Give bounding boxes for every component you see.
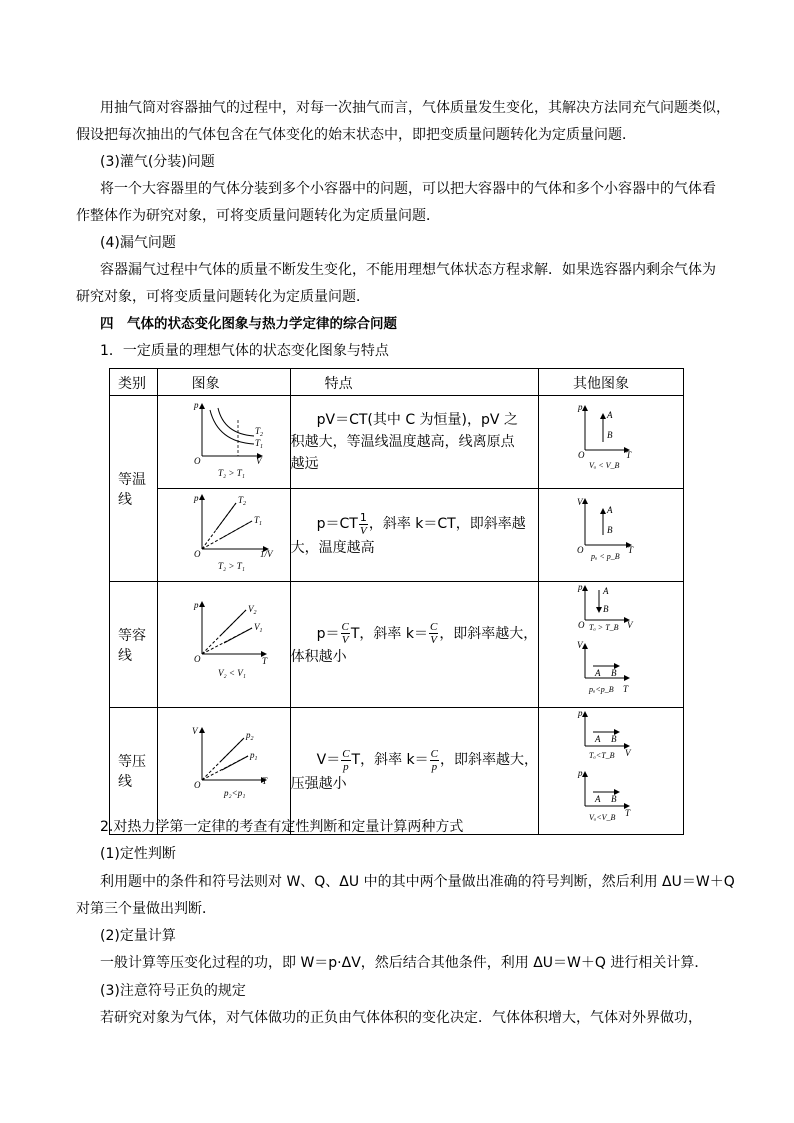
table-row — [110, 708, 684, 835]
isotherm-pv-svg — [158, 396, 290, 484]
feat1-line3: 越远 — [290, 456, 319, 472]
item1-heading: 1．一定质量的理想气体的状态变化图象与特点 — [100, 343, 389, 359]
a-label-2: A — [595, 794, 601, 804]
t2-label: $T_2$ — [254, 426, 263, 438]
t1-label: $T_1$ — [254, 438, 263, 450]
feature-isotherm-pinvv — [290, 489, 538, 582]
other-vT-svg — [539, 489, 683, 577]
fraction-c-over-p-2 — [430, 748, 439, 773]
table-row — [110, 396, 684, 489]
sub1-line1: 利用题中的条件和符号法则对 W、Q、ΔU 中的其中两个量做出准确的符号判断，然后利用 ΔU＝W＋Q — [100, 874, 735, 890]
caption-p2-p1: p₂<p₁ — [223, 788, 245, 798]
b-label: B — [607, 525, 613, 535]
feat4-line2: 压强越小 — [290, 775, 347, 792]
para1-line2: 假设把每次抽出的气体包含在气体变化的始末状态中，即把变质量问题转化为定质量问题． — [76, 127, 636, 143]
row-label-isochoric: 等容线 — [110, 582, 158, 708]
isochoric-svg — [158, 582, 290, 703]
feat3-slope: T，斜率 k＝ — [350, 625, 428, 642]
isotherm-curve-t2 — [218, 408, 254, 436]
section3-line1: 将一个大容器里的气体分装到多个小容器中的问题，可以把大容器中的气体和多个小容器中的气体看 — [100, 181, 716, 197]
line-v1 — [224, 628, 252, 643]
feat2-prefix: p＝CT — [316, 516, 358, 532]
frac-num: 1 — [359, 510, 367, 524]
sub2-line1: 一般计算等压变化过程的功，即 W＝p·ΔV，然后结合其他条件，利用 ΔU＝W＋Q 进行相关计算． — [100, 955, 709, 971]
a-label: A — [607, 505, 613, 515]
sub3-title: (3)注意符号正负的规定 — [100, 983, 246, 999]
sub2-title: (2)定量计算 — [100, 928, 176, 944]
section3-line2: 作整体作为研究对象，可将变质量问题转化为定质量问题． — [76, 208, 440, 224]
header-category: 类别 — [118, 376, 146, 392]
origin-label: O — [193, 456, 201, 466]
invv-label: 1/V — [259, 549, 273, 559]
line-v2 — [220, 610, 246, 636]
row-label-isobaric: 等压线 — [110, 708, 158, 835]
line-t2 — [216, 503, 236, 530]
p-label: p — [193, 600, 199, 610]
a-label: A — [595, 734, 601, 744]
state-graph-table — [109, 368, 684, 835]
caption-t2-t1: T₂ > T₁ — [217, 561, 245, 571]
feat3-line2: 体积越小 — [290, 649, 347, 665]
feature-isotherm-pv — [290, 396, 538, 489]
b-label: B — [603, 604, 609, 614]
feat2-suffix: ，斜率 k＝CT，即斜率越 — [368, 516, 526, 532]
graph-isochoric — [157, 582, 290, 708]
t1-label: $T_1$ — [253, 515, 262, 527]
b-label-2: B — [611, 668, 617, 678]
section4-title: (4)漏气问题 — [100, 235, 176, 251]
t-label-2: T — [623, 684, 629, 694]
other-isobaric-svg — [539, 708, 683, 830]
line-p1 — [222, 756, 248, 770]
t-label: T — [261, 656, 267, 666]
row-label-isothermal: 等温线 — [110, 396, 158, 582]
item2-heading: 2.对热力学第一定律的考查有定性判断和定量计算两种方式 — [100, 819, 464, 835]
fraction-c-over-v-2 — [429, 621, 438, 646]
header-other-graphs: 其他图象 — [573, 376, 629, 392]
feat4-v-eq: V＝ — [316, 752, 341, 768]
origin-label: O — [193, 780, 201, 790]
caption-v2-v1: V₂ < V₁ — [217, 668, 246, 678]
origin-label: O — [193, 549, 201, 559]
v1-label: $V_1$ — [253, 622, 263, 634]
a-label: A — [603, 586, 609, 596]
line-p2 — [220, 738, 244, 762]
caption-ta-tb: Tₐ > T_B — [589, 623, 619, 632]
frac-den: V — [341, 634, 349, 646]
frac-num: C — [429, 621, 438, 633]
caption-t2-t1: T₂ > T₁ — [217, 468, 245, 478]
section4-line1: 容器漏气过程中气体的质量不断发生变化，不能用理想气体状态方程求解．如果选容器内剩余气体为 — [100, 262, 716, 278]
feat1-line2: 积越大，等温线温度越高，线离原点 — [290, 434, 515, 450]
origin-label: O — [578, 450, 585, 460]
feat3-p-eq: p＝ — [316, 625, 340, 642]
frac-num: C — [430, 747, 438, 760]
feat4-suffix: ，即斜率越大， — [440, 752, 538, 768]
caption-va-vb: Vₐ<V_B — [589, 813, 616, 822]
graph-isobaric — [157, 708, 290, 835]
graph-isotherm-p-invV — [157, 489, 290, 582]
para1-line1: 用抽气筒对容器抽气的过程中，对每一次抽气而言，气体质量发生变化，其解决方法同充气问题类似， — [100, 100, 730, 116]
other-graph-isotherm-2 — [539, 489, 684, 582]
b-label-2: B — [611, 794, 617, 804]
isotherm-pinvv-svg — [158, 489, 290, 577]
feat4-line1 — [291, 748, 538, 773]
caption-va-vb: Vₐ < V_B — [589, 461, 620, 470]
feat2-line2: 大，温度越高 — [290, 539, 375, 556]
p-label: p — [578, 708, 583, 718]
frac-den: V — [359, 524, 367, 537]
p-label: p — [193, 493, 199, 503]
fraction-c-over-p-1 — [341, 748, 350, 773]
other-graph-isotherm-1 — [539, 396, 684, 489]
feature-isobaric — [290, 708, 538, 835]
frac-den: p — [343, 760, 349, 773]
caption-pa-pb: pₐ<p_B — [589, 685, 614, 694]
line-t1 — [220, 521, 252, 539]
t2-label: $T_2$ — [237, 495, 246, 507]
feat1-line1: pV＝CT(其中 C 为恒量)，pV 之 — [316, 412, 518, 428]
table-header-row — [110, 369, 684, 396]
p-label: p — [193, 400, 199, 410]
fraction-c-over-v-1 — [341, 621, 350, 646]
v-label: V — [191, 726, 198, 736]
p2-label: $p_2$ — [245, 730, 254, 742]
p1-label: $p_1$ — [249, 750, 258, 762]
t-label: T — [261, 776, 267, 786]
section4-line2: 研究对象，可将变质量问题转化为定质量问题． — [76, 289, 370, 305]
graph-isotherm-pV — [157, 396, 290, 489]
section3-title: (3)灌气(分装)问题 — [100, 154, 215, 170]
v2-label: $V_2$ — [247, 604, 257, 616]
v-label: V — [627, 620, 633, 630]
v-label-2: V — [577, 640, 583, 650]
a-label: A — [607, 410, 613, 420]
other-graph-isochoric — [539, 582, 684, 708]
origin-label: O — [193, 654, 201, 664]
p-label: p — [578, 402, 583, 412]
other-pT-svg — [539, 396, 683, 484]
v-label: V — [625, 748, 631, 758]
feat3-line1 — [291, 621, 538, 646]
frac-den: V — [430, 634, 437, 646]
b-label: B — [611, 734, 617, 744]
table-row — [110, 489, 684, 582]
other-isochoric-svg — [539, 582, 683, 703]
frac-num: C — [341, 621, 349, 633]
t-label: T — [628, 545, 634, 555]
a-label-2: A — [595, 668, 601, 678]
frac-den: p — [431, 760, 438, 773]
part4-heading: 四 气体的状态变化图象与热力学定律的综合问题 — [100, 316, 397, 332]
caption-ta-tb: Tₐ<T_B — [589, 751, 615, 760]
v-label: V — [577, 497, 583, 507]
origin-label: O — [577, 545, 584, 555]
v-label: V — [255, 456, 262, 466]
isobaric-svg — [158, 708, 290, 830]
other-graph-isobaric — [539, 708, 684, 835]
b-label: B — [607, 430, 613, 440]
header-graph: 图象 — [191, 376, 220, 392]
header-feature: 特点 — [324, 376, 353, 392]
frac-num: C — [342, 747, 350, 760]
feat2-line1 — [291, 512, 538, 537]
p-label: p — [578, 582, 583, 592]
feat3-suffix: ，即斜率越大， — [439, 625, 538, 642]
sub1-title: (1)定性判断 — [100, 846, 176, 862]
sub1-line2: 对第三个量做出判断． — [76, 901, 216, 917]
t-label: T — [626, 450, 632, 460]
feature-isochoric — [290, 582, 538, 708]
origin-label: O — [578, 620, 585, 630]
isotherm-curve-t1 — [210, 410, 254, 444]
sub3-line1: 若研究对象为气体，对气体做功的正负由气体体积的变化决定．气体体积增大，气体对外界做功， — [100, 1010, 702, 1026]
p-label-2: p — [578, 768, 583, 778]
fraction-1-over-v — [359, 512, 368, 537]
caption-pa-pb: pₐ < p_B — [591, 552, 620, 561]
table-row — [110, 582, 684, 708]
feat4-slope: T，斜率 k＝ — [351, 752, 429, 768]
t-label-2: T — [625, 808, 631, 818]
